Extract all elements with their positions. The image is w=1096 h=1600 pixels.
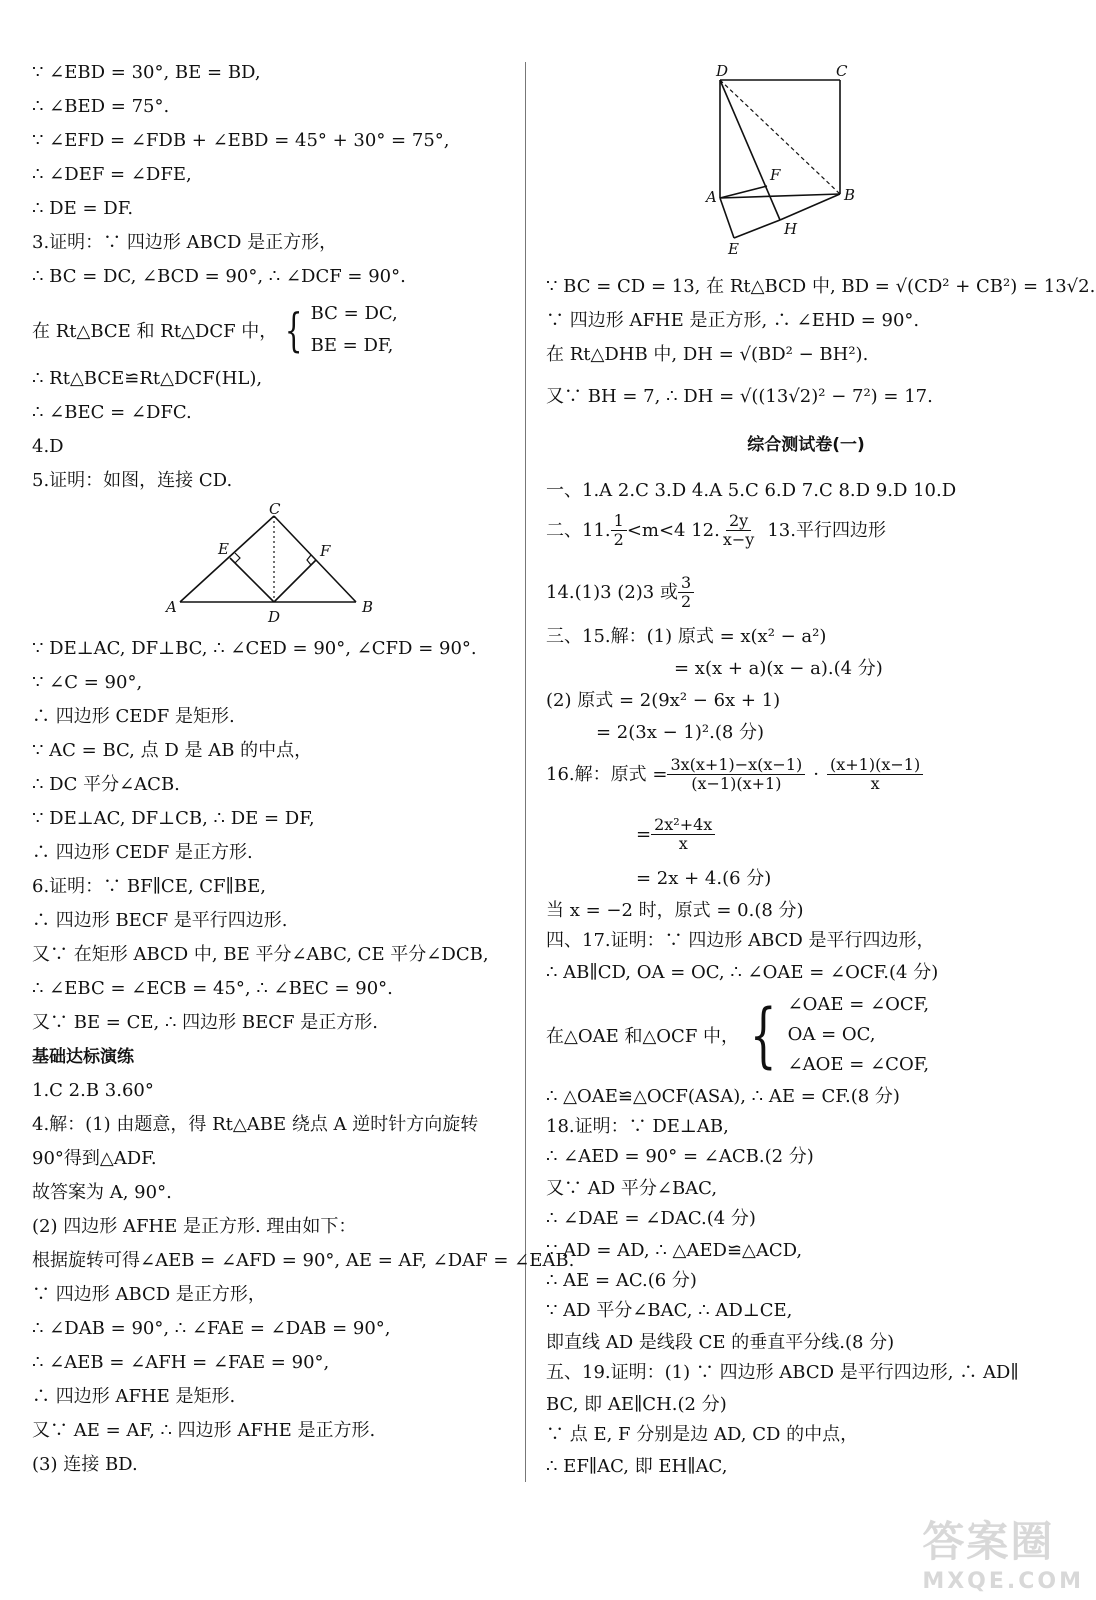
fraction-12	[720, 512, 757, 549]
problem-16-step	[636, 816, 715, 853]
answer-14: 14.(1)3 (2)3 或	[546, 581, 678, 603]
text-line: ∵ AD = AD, ∴ △AED≌△ACD,	[546, 1240, 803, 1261]
answer-11-label: 二、11.	[546, 519, 611, 541]
watermark-logo: 答案圈	[922, 1517, 1055, 1566]
text-line: ∴ AE = AC.(6 分)	[546, 1270, 697, 1291]
fraction-11	[611, 512, 627, 549]
text-line: ∴ EF∥AC, 即 EH∥AC,	[546, 1456, 728, 1477]
fraction-den: 2	[680, 592, 692, 611]
label-a: A	[706, 188, 717, 206]
text-line: ∵ ∠EBD = 30°, BE = BD,	[32, 62, 261, 83]
system-row: BC = DC,	[310, 303, 398, 324]
label-f: F	[320, 542, 331, 560]
text-line: 又∵ AD 平分∠BAC,	[546, 1178, 718, 1199]
text-line: (3) 连接 BD.	[32, 1454, 138, 1475]
label-a: A	[166, 598, 177, 616]
square-figure	[700, 58, 870, 258]
label-d: D	[268, 608, 281, 626]
label-c: C	[269, 500, 281, 518]
fraction-16b	[827, 756, 923, 793]
fraction-num: 3x(x+1)−x(x−1)	[667, 756, 805, 775]
text-line: ∵ DE⊥AC, DF⊥BC, ∴ ∠CED = 90°, ∠CFD = 90°.	[32, 638, 477, 659]
answer-line-14	[546, 574, 694, 611]
fraction-14	[678, 574, 694, 611]
label-d: D	[716, 62, 729, 80]
left-brace: {	[749, 994, 777, 1076]
text-line: ∴ 四边形 BECF 是平行四边形.	[32, 910, 288, 931]
fraction-den: x	[678, 834, 688, 853]
left-brace: {	[285, 303, 303, 357]
text-line: 又∵ BE = CE, ∴ 四边形 BECF 是正方形.	[32, 1012, 378, 1033]
text-line: = x(x + a)(x − a).(4 分)	[674, 658, 883, 679]
system-row: ∠OAE = ∠OCF,	[787, 994, 930, 1015]
text-line: 5.证明：如图，连接 CD.	[32, 470, 233, 491]
fraction-num: 2y	[726, 512, 751, 531]
text-line: ∴ ∠AED = 90° = ∠ACB.(2 分)	[546, 1146, 814, 1167]
fraction-num: (x+1)(x−1)	[827, 756, 923, 775]
system-row: OA = OC,	[787, 1024, 876, 1045]
fraction-16a	[667, 756, 805, 793]
text-line: ∵ AD 平分∠BAC, ∴ AD⊥CE,	[546, 1300, 793, 1321]
text-line: ∵ ∠C = 90°,	[32, 672, 143, 693]
text-line: ∴ DC 平分∠ACB.	[32, 774, 180, 795]
answer-13: 13.平行四边形	[767, 519, 886, 541]
fraction-num: 2x²+4x	[651, 816, 715, 835]
text-line: ∴ ∠DAE = ∠DAC.(4 分)	[546, 1208, 756, 1229]
text-line: 三、15.解：(1) 原式 = x(x² − a²)	[546, 626, 827, 647]
text-line: ∴ DE = DF.	[32, 198, 134, 219]
system-intro: 在△OAE 和△OCF 中，	[546, 1026, 740, 1047]
text-line: ∴ △OAE≌△OCF(ASA), ∴ AE = CF.(8 分)	[546, 1086, 900, 1107]
text-line: 又∵ 在矩形 ABCD 中, BE 平分∠ABC, CE 平分∠DCB,	[32, 944, 489, 965]
equation-system	[546, 990, 929, 1080]
section-heading: 基础达标演练	[32, 1047, 134, 1067]
exam-title: 综合测试卷(一)	[747, 435, 865, 455]
text-line: 一、1.A 2.C 3.D 4.A 5.C 6.D 7.C 8.D 9.D 10.D	[546, 480, 957, 501]
answer-11-12: <m<4 12.	[626, 519, 720, 541]
answer-line-11-13	[546, 512, 886, 549]
fraction-den: (x−1)(x+1)	[691, 774, 782, 793]
text-line: ∴ ∠EBC = ∠ECB = 45°, ∴ ∠BEC = 90°.	[32, 978, 393, 999]
text-line: 4.D	[32, 436, 64, 457]
text-line: ∵ ∠EFD = ∠FDB + ∠EBD = 45° + 30° = 75°,	[32, 130, 450, 151]
label-b: B	[362, 598, 374, 616]
text-line: ∴ ∠DAB = 90°, ∴ ∠FAE = ∠DAB = 90°,	[32, 1318, 391, 1339]
text-line: 又∵ AE = AF, ∴ 四边形 AFHE 是正方形.	[32, 1420, 376, 1441]
text-line: = 2(3x − 1)².(8 分)	[596, 722, 765, 743]
text-line: ∴ AB∥CD, OA = OC, ∴ ∠OAE = ∠OCF.(4 分)	[546, 962, 939, 983]
text-line: ∴ ∠AEB = ∠AFH = ∠FAE = 90°,	[32, 1352, 330, 1373]
text-line: ∴ 四边形 AFHE 是矩形.	[32, 1386, 236, 1407]
label-f: F	[770, 166, 781, 184]
fraction-den: 2	[613, 530, 624, 549]
fraction-16c	[651, 816, 715, 853]
text-line: ∵ 四边形 ABCD 是正方形，	[32, 1284, 266, 1305]
text-line: 根据旋转可得∠AEB = ∠AFD = 90°, AE = AF, ∠DAF = ∠EAB.	[32, 1250, 575, 1271]
equals-sign: =	[636, 823, 652, 845]
equation-system	[32, 298, 398, 362]
text-line: 又∵ BH = 7, ∴ DH = √((13√2)² − 7²) = 17.	[546, 386, 933, 407]
text-line: ∵ 四边形 AFHE 是正方形, ∴ ∠EHD = 90°.	[546, 310, 920, 331]
text-line: 4.解：(1) 由题意，得 Rt△ABE 绕点 A 逆时针方向旋转	[32, 1114, 479, 1135]
system-row: ∠AOE = ∠COF,	[787, 1054, 930, 1075]
text-line: ∴ ∠BED = 75°.	[32, 96, 170, 117]
text-line: ∵ 点 E, F 分别是边 AD, CD 的中点，	[546, 1424, 859, 1445]
fraction-den: x	[870, 774, 880, 793]
text-line: 故答案为 A, 90°.	[32, 1182, 172, 1203]
text-line: 90°得到△ADF.	[32, 1148, 157, 1169]
text-line: 当 x = −2 时，原式 = 0.(8 分)	[546, 900, 804, 921]
text-line: ∴ ∠BEC = ∠DFC.	[32, 402, 192, 423]
fraction-num: 3	[678, 574, 694, 593]
label-e: E	[218, 540, 229, 558]
text-line: ∴ BC = DC, ∠BCD = 90°, ∴ ∠DCF = 90°.	[32, 266, 406, 287]
text-line: 6.证明：∵ BF∥CE, CF∥BE,	[32, 876, 266, 897]
triangle-figure	[160, 500, 380, 628]
text-line: 1.C 2.B 3.60°	[32, 1080, 154, 1101]
text-line: ∴ Rt△BCE≌Rt△DCF(HL),	[32, 368, 263, 389]
text-line: ∵ BC = CD = 13, 在 Rt△BCD 中, BD = √(CD² + CB²) = 13√2.	[546, 276, 1096, 297]
text-line: ∴ ∠DEF = ∠DFE,	[32, 164, 192, 185]
fraction-num: 1	[611, 512, 627, 531]
problem-16-label: 16.解：原式 =	[546, 763, 668, 785]
label-e: E	[728, 240, 739, 258]
text-line: ∴ 四边形 CEDF 是矩形.	[32, 706, 235, 727]
label-c: C	[836, 62, 848, 80]
multiply-dot: ·	[813, 763, 819, 785]
text-line: ∵ AC = BC, 点 D 是 AB 的中点，	[32, 740, 313, 761]
label-b: B	[844, 186, 856, 204]
watermark-url: MXQE.COM	[922, 1569, 1084, 1594]
label-h: H	[784, 220, 798, 238]
text-line: BC, 即 AE∥CH.(2 分)	[546, 1394, 727, 1415]
text-line: 即直线 AD 是线段 CE 的垂直平分线.(8 分)	[546, 1332, 895, 1353]
text-line: 四、17.证明：∵ 四边形 ABCD 是平行四边形，	[546, 930, 935, 951]
text-line: = 2x + 4.(6 分)	[636, 868, 772, 889]
system-intro: 在 Rt△BCE 和 Rt△DCF 中，	[32, 321, 278, 342]
fraction-den: x−y	[722, 530, 755, 549]
text-line: ∵ DE⊥AC, DF⊥CB, ∴ DE = DF,	[32, 808, 315, 829]
problem-16-line	[546, 756, 923, 793]
watermark	[922, 1509, 1084, 1594]
system-row: BE = DF,	[310, 335, 394, 356]
text-line: ∴ 四边形 CEDF 是正方形.	[32, 842, 253, 863]
text-line: 在 Rt△DHB 中, DH = √(BD² − BH²).	[546, 344, 869, 365]
text-line: 3.证明：∵ 四边形 ABCD 是正方形，	[32, 232, 338, 253]
text-line: (2) 原式 = 2(9x² − 6x + 1)	[546, 690, 781, 711]
text-line: 五、19.证明：(1) ∵ 四边形 ABCD 是平行四边形, ∴ AD∥	[546, 1362, 1019, 1383]
text-line: 18.证明：∵ DE⊥AB,	[546, 1116, 729, 1137]
text-line: (2) 四边形 AFHE 是正方形. 理由如下：	[32, 1216, 357, 1237]
